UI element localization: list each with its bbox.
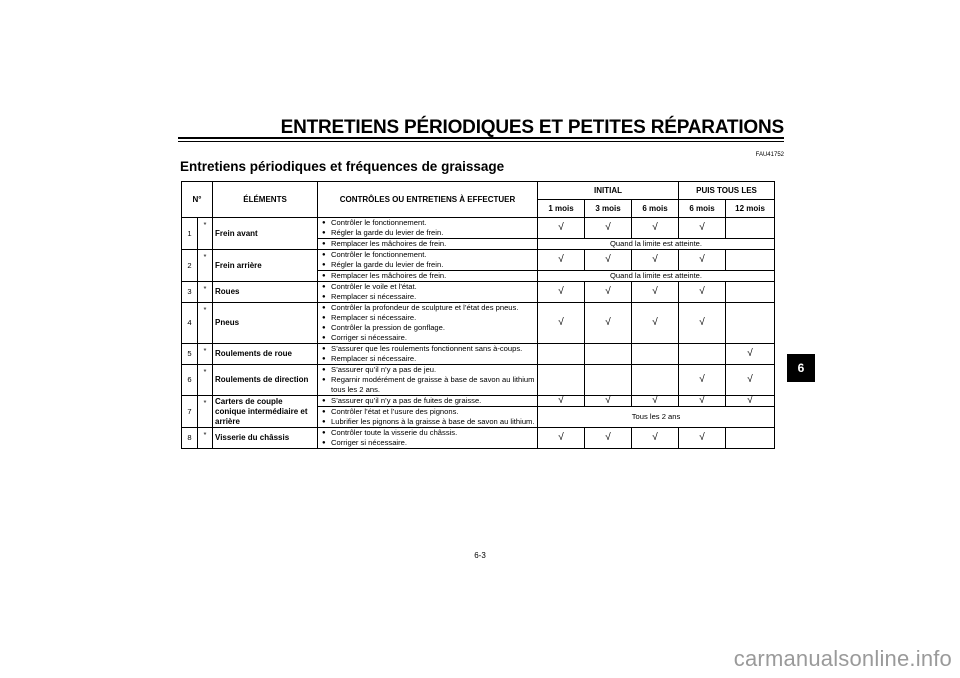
interval-check — [726, 218, 775, 239]
operation-item: ● Lubrifier les pignons à la graisse à base de savon au lithium. — [322, 417, 535, 427]
interval-check: √ — [538, 303, 585, 344]
interval-check: √ — [585, 218, 632, 239]
operation-item: ● Remplacer si nécessaire. — [322, 292, 535, 302]
operation-item: ● S’assurer que les roulements fonctionnent sans à-coups. — [322, 344, 535, 354]
header-initial: INITIAL — [538, 182, 679, 200]
watermark: carmanualsonline.info — [733, 646, 952, 671]
element-name: Frein avant — [213, 218, 318, 250]
element-name: Frein arrière — [213, 250, 318, 282]
header-ops: CONTRÔLES OU ENTRETIENS À EFFECTUER — [318, 182, 538, 218]
operation-item: ● Contrôler le fonctionnement. — [322, 250, 535, 260]
element-name: Carters de couple conique intermédiaire et arrière — [213, 396, 318, 428]
interval-check: √ — [585, 282, 632, 303]
header-interval: 6 mois — [679, 200, 726, 218]
dealer-marker: * — [198, 282, 213, 303]
row-number: 8 — [182, 428, 198, 449]
interval-check — [585, 365, 632, 396]
maintenance-table — [181, 181, 775, 449]
operations-cell — [318, 239, 538, 250]
row-number: 1 — [182, 218, 198, 250]
operations-cell — [318, 250, 538, 271]
document-code: FAU41752 — [755, 152, 784, 158]
row-number: 5 — [182, 344, 198, 365]
interval-check: √ — [585, 250, 632, 271]
table-row — [182, 218, 775, 239]
table-row — [182, 303, 775, 344]
table-row — [182, 250, 775, 271]
interval-check: √ — [679, 218, 726, 239]
dealer-marker: * — [198, 344, 213, 365]
operations-cell — [318, 218, 538, 239]
operation-item: ● Remplacer si nécessaire. — [322, 354, 535, 364]
header-num: N° — [182, 182, 213, 218]
interval-check — [726, 250, 775, 271]
operation-item: ● Remplacer les mâchoires de frein. — [322, 271, 535, 281]
header-interval: 6 mois — [632, 200, 679, 218]
interval-check: √ — [679, 250, 726, 271]
element-name: Pneus — [213, 303, 318, 344]
interval-check: √ — [726, 365, 775, 396]
interval-check — [726, 282, 775, 303]
interval-note: Quand la limite est atteinte. — [538, 271, 775, 282]
header-element: ÉLÉMENTS — [213, 182, 318, 218]
operation-item: ● Régler la garde du levier de frein. — [322, 228, 535, 238]
interval-check: √ — [538, 282, 585, 303]
row-number: 6 — [182, 365, 198, 396]
operation-item: ● Contrôler le voile et l’état. — [322, 282, 535, 292]
element-name: Roulements de direction — [213, 365, 318, 396]
row-number: 2 — [182, 250, 198, 282]
element-name: Visserie du châssis — [213, 428, 318, 449]
interval-check: √ — [632, 218, 679, 239]
operation-item: ● Remplacer les mâchoires de frein. — [322, 239, 535, 249]
interval-check: √ — [538, 428, 585, 449]
interval-check: √ — [679, 282, 726, 303]
interval-check: √ — [585, 396, 632, 407]
interval-check: √ — [538, 396, 585, 407]
interval-check: √ — [679, 428, 726, 449]
operations-cell — [318, 365, 538, 396]
interval-check — [726, 303, 775, 344]
interval-check: √ — [632, 250, 679, 271]
section-title: Entretiens périodiques et fréquences de graissage — [180, 159, 505, 174]
dealer-marker: * — [198, 428, 213, 449]
interval-check: √ — [632, 428, 679, 449]
row-number: 3 — [182, 282, 198, 303]
operations-cell — [318, 282, 538, 303]
chapter-tab: 6 — [787, 354, 815, 382]
interval-check — [632, 344, 679, 365]
row-number: 7 — [182, 396, 198, 428]
header-interval: 3 mois — [585, 200, 632, 218]
header-interval: 12 mois — [726, 200, 775, 218]
operation-item: ● Remplacer si nécessaire. — [322, 313, 535, 323]
interval-check: √ — [632, 282, 679, 303]
operation-item: ● S’assurer qu’il n’y a pas de fuites de graisse. — [322, 396, 535, 406]
dealer-marker: * — [198, 396, 213, 428]
interval-check — [538, 344, 585, 365]
operation-item: ● Contrôler l’état et l’usure des pignons. — [322, 407, 535, 417]
element-name: Roulements de roue — [213, 344, 318, 365]
table-row — [182, 282, 775, 303]
operations-cell — [318, 428, 538, 449]
interval-check: √ — [632, 396, 679, 407]
operation-item: ● Contrôler toute la visserie du châssis. — [322, 428, 535, 438]
interval-check — [679, 344, 726, 365]
row-number: 4 — [182, 303, 198, 344]
operation-item: ● Contrôler la profondeur de sculpture et l’état des pneus. — [322, 303, 535, 313]
interval-check: √ — [726, 344, 775, 365]
interval-check: √ — [538, 250, 585, 271]
operation-item: ● Contrôler le fonctionnement. — [322, 218, 535, 228]
operations-cell — [318, 407, 538, 428]
table-row — [182, 344, 775, 365]
interval-check — [585, 344, 632, 365]
interval-check: √ — [726, 396, 775, 407]
header-rule-thin — [178, 141, 784, 142]
interval-check: √ — [538, 218, 585, 239]
table-row — [182, 428, 775, 449]
dealer-marker: * — [198, 218, 213, 250]
interval-check: √ — [679, 396, 726, 407]
operation-item: ● Corriger si nécessaire. — [322, 438, 535, 448]
operation-item: ● Corriger si nécessaire. — [322, 333, 535, 343]
dealer-marker: * — [198, 250, 213, 282]
interval-check — [538, 365, 585, 396]
operations-cell — [318, 271, 538, 282]
header-rule — [178, 137, 784, 139]
dealer-marker: * — [198, 303, 213, 344]
interval-note: Tous les 2 ans — [538, 407, 775, 428]
header-then-every: PUIS TOUS LES — [679, 182, 775, 200]
interval-check: √ — [585, 428, 632, 449]
dealer-marker: * — [198, 365, 213, 396]
operation-item: ● S’assurer qu’il n’y a pas de jeu. — [322, 365, 535, 375]
operations-cell — [318, 344, 538, 365]
interval-note: Quand la limite est atteinte. — [538, 239, 775, 250]
page-number: 6-3 — [474, 551, 486, 560]
interval-check: √ — [679, 365, 726, 396]
table-row — [182, 396, 775, 407]
page-header-title: ENTRETIENS PÉRIODIQUES ET PETITES RÉPARATIONS — [280, 117, 784, 138]
operations-cell — [318, 303, 538, 344]
element-name: Roues — [213, 282, 318, 303]
interval-check: √ — [585, 303, 632, 344]
operations-cell — [318, 396, 538, 407]
interval-check — [632, 365, 679, 396]
header-interval: 1 mois — [538, 200, 585, 218]
table-row — [182, 365, 775, 396]
operation-item: ● Contrôler la pression de gonflage. — [322, 323, 535, 333]
operation-item: ● Regarnir modérément de graisse à base de savon au lithium tous les 2 ans. — [322, 375, 535, 395]
interval-check — [726, 428, 775, 449]
interval-check: √ — [632, 303, 679, 344]
operation-item: ● Régler la garde du levier de frein. — [322, 260, 535, 270]
interval-check: √ — [679, 303, 726, 344]
